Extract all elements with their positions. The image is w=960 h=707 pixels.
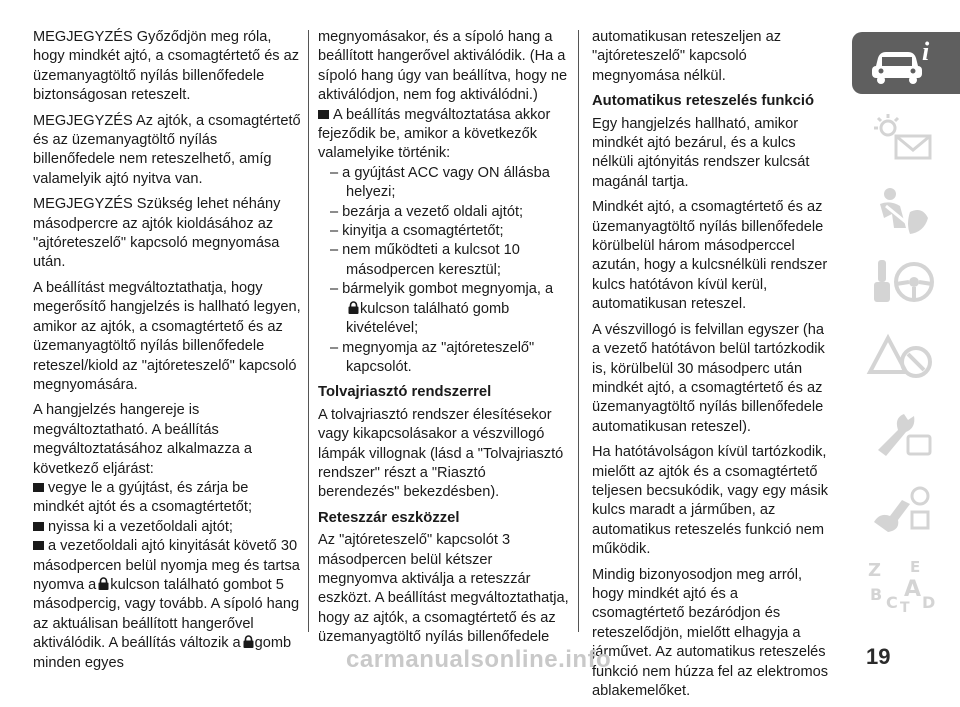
- body-paragraph: megnyomásakor, és a sípoló hang a beállított hangerővel aktiválódik. (Ha a sípoló hang úgy van beállítva, hogy ne aktiválódjon, nem fog aktiválódni.): [318, 29, 568, 104]
- body-paragraph: A hangjelzés hangereje is megváltoztatható. A beállítás megváltoztatásához alkalmazza a következő eljárást:: [33, 402, 253, 477]
- svg-text:B: B: [870, 585, 883, 604]
- bullet-icon: [33, 483, 44, 492]
- list-item: – megnyomja az "ajtóreteszelő" kapcsolót.: [330, 339, 535, 375]
- maintenance-icon[interactable]: [866, 406, 938, 460]
- bullet-item: nyissa ki a vezetőoldali ajtót;: [33, 518, 301, 537]
- bullet-icon: [33, 541, 44, 550]
- watermark: carmanualsonline.info: [346, 646, 612, 673]
- starting-driving-icon[interactable]: [866, 254, 938, 308]
- text-column-3: [592, 28, 832, 707]
- technical-data-icon[interactable]: [866, 482, 938, 536]
- chapter-sidebar: [852, 32, 960, 636]
- body-paragraph: A tolvajriasztó rendszer élesítésekor vagy kikapcsolásakor a vészvillogó lámpák villognak (lásd a "Tolvajriasztó rendszer" részt a "Riasztó berendezés" bekezdésben).: [318, 406, 564, 501]
- lock-icon: [348, 301, 359, 314]
- bullet-icon: [33, 522, 44, 531]
- body-paragraph: automatikusan reteszeljen az "ajtóreteszelő" kapcsoló megnyomása nélkül.: [592, 29, 782, 84]
- svg-text:A: A: [904, 577, 922, 602]
- car-info-icon: [866, 36, 938, 90]
- text-column-2: [318, 28, 570, 654]
- note-paragraph: MEGJEGYZÉS Az ajtók, a csomagtértető és az üzemanyagtöltő nyílás billenőfedele nem reteszelhető, amíg valamelyik ajtó nyitva van.: [33, 112, 301, 187]
- list-item: – bármelyik gombot megnyomja, a kulcson található gomb kivételével;: [330, 281, 554, 337]
- section-heading: Automatikus reteszelés funkció: [592, 93, 815, 110]
- list-item: – a gyújtást ACC vagy ON állásba helyezi;: [330, 164, 550, 201]
- bullet-icon: [318, 110, 329, 119]
- bullet-item: A beállítás megváltoztatása akkor fejeződik be, amikor a következők valamelyike történik:: [318, 106, 551, 162]
- emergency-icon[interactable]: [866, 332, 938, 386]
- bullet-item: a vezetőoldali ajtó kinyitását követő 30 másodpercen belül nyomja meg és tartsa nyomva a kulcson található gombot 5 másodpercig, vagy tovább. A sípoló hang az aktuálisan beállított hangerővel aktiválódik. A beállítás változik a gomb minden egyes: [33, 538, 300, 671]
- svg-text:Z: Z: [868, 560, 882, 581]
- body-paragraph: Ha hatótávolságon kívül tartózkodik, mielőtt az ajtók és a csomagtértető teljesen becsukódik, vagy egy másik kulcs maradt a járműben, az automatikus reteszelés funkció nem működik.: [592, 444, 829, 558]
- safety-icon[interactable]: [866, 184, 938, 238]
- list-item: – bezárja a vezető oldali ajtót;: [330, 203, 524, 220]
- svg-text:T: T: [900, 600, 910, 612]
- note-paragraph: MEGJEGYZÉS Szükség lehet néhány másodpercre az ajtók kioldásához az "ajtóreteszelő" kapcsoló megnyomása után.: [33, 196, 281, 271]
- svg-text:D: D: [922, 593, 936, 612]
- lock-icon: [243, 635, 254, 648]
- chapter-tab-vehicle-info[interactable]: [852, 32, 960, 94]
- column-divider: [578, 30, 579, 632]
- lock-icon: [98, 577, 109, 590]
- body-paragraph: Egy hangjelzés hallható, amikor mindkét ajtó bezárul, és a kulcs nélküli ajtónyitás rendszer kulcsát magánál tartja.: [592, 115, 810, 190]
- index-icon[interactable]: [866, 558, 938, 612]
- svg-text:i: i: [922, 37, 930, 66]
- bullet-item: vegye le a gyújtást, és zárja be mindkét ajtót és a csomagtértetőt;: [33, 479, 253, 516]
- section-heading: Tolvajriasztó rendszerrel: [318, 384, 492, 401]
- list-item: – nem működteti a kulcsot 10 másodpercen keresztül;: [330, 242, 520, 278]
- column-divider: [308, 30, 309, 632]
- svg-text:E: E: [910, 558, 921, 576]
- page-number: 19: [866, 644, 891, 669]
- section-heading: Reteszzár eszközzel: [318, 509, 460, 526]
- note-paragraph: MEGJEGYZÉS Győződjön meg róla, hogy mindkét ajtó, a csomagtértető és az üzemanyagtöltő nyílás billenőfedele biztonságosan reteszelt.: [33, 29, 300, 104]
- body-paragraph: A beállítást megváltoztathatja, hogy megerősítő hangjelzés is hallható legyen, amikor az ajtók, a csomagtértető és az üzemanyagtöltő nyílás billenőfedele reteszel/kiold az "ajtóreteszelő" kapcsoló megnyomására.: [33, 279, 301, 393]
- warning-lights-icon[interactable]: [866, 110, 938, 164]
- dash-list: [318, 164, 570, 377]
- list-item: – kinyitja a csomagtértetőt;: [330, 223, 504, 240]
- svg-text:C: C: [886, 593, 898, 612]
- text-column-1: [33, 28, 301, 673]
- body-paragraph: A vészvillogó is felvillan egyszer (ha a vezető hatótávon belül tartózkodik is, körülbelül 30 másodperc után mindkét ajtó, a csomagtértető és az üzemanyagtöltő nyílás billenőfedele automatikusan reteszel).: [592, 321, 825, 435]
- body-paragraph: Az "ajtóreteszelő" kapcsolót 3 másodpercen belül kétszer megnyomva aktiválja a reteszzár eszközt. A beállítást megváltoztathatja, hogy az ajtók, a csomagtértető és az üzemanyagtöltő nyílás billenőfedele: [318, 532, 569, 646]
- body-paragraph: Mindig bizonyosodjon meg arról, hogy mindkét ajtó és a csomagtértető bezáródjon és reteszelődjön, mielőtt elhagyja a járművet. Az automatikus reteszelés funkció nem húzza fel az elektromos ablakemelőket.: [592, 566, 829, 699]
- body-paragraph: Mindkét ajtó, a csomagtértető és az üzemanyagtöltő nyílás billenőfedele körülbelül három másodperccel azután, hogy a kulcsnélküli rendszer kulcs hatótávon kívül kerül, automatikusan reteszel.: [592, 199, 828, 313]
